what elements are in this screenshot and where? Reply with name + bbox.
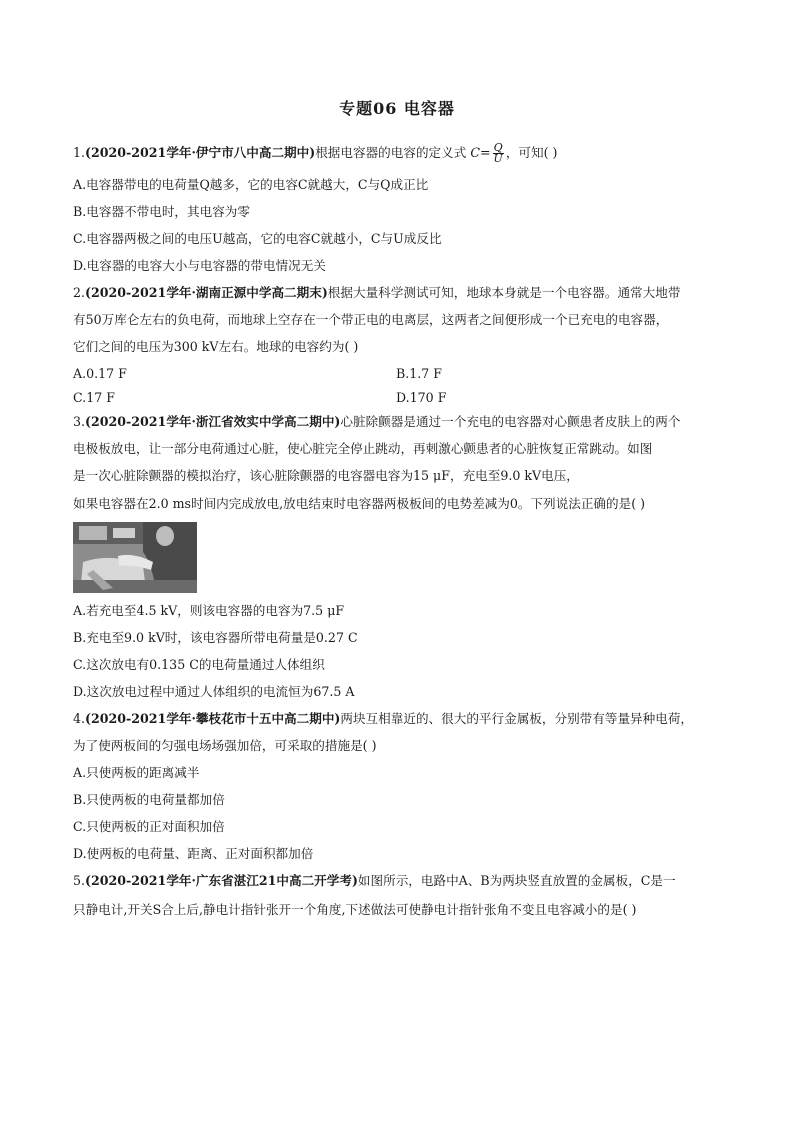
- q3-source: (2020-2021学年·浙江省效实中学高二期中): [85, 414, 341, 429]
- q1-number: 1.: [73, 145, 86, 160]
- q3-option-a: A.若充电至4.5 kV，则该电容器的电容为7.5 μF: [73, 603, 345, 618]
- q4-line1-text: 两块互相靠近的、很大的平行金属板，分别带有等量异种电荷，: [340, 711, 694, 726]
- q1-formula-eq: =: [479, 145, 491, 160]
- q2-stem-line1: [73, 285, 680, 301]
- page-title: 专题06 电容器: [339, 99, 455, 118]
- q5-number: 5.: [73, 873, 86, 888]
- q2-stem-line2: 有50万库仑左右的负电荷，而地球上空存在一个带正电的电离层，这两者之间便形成一个已充电的电容器，: [73, 312, 669, 327]
- q3-option-d: D.这次放电过程中通过人体组织的电流恒为67.5 A: [73, 684, 355, 699]
- q2-source: (2020-2021学年·湖南正源中学高二期末): [85, 285, 328, 300]
- q1-stem-tail: ，可知( ): [505, 145, 558, 160]
- q5-line1-text: 如图所示，电路中A、B为两块竖直放置的金属板，C是一: [357, 873, 676, 888]
- q4-option-a: A.只使两板的距离减半: [73, 765, 200, 780]
- q1-option-b: B.电容器不带电时，其电容为零: [73, 204, 250, 219]
- q3-number: 3.: [73, 414, 86, 429]
- defibrillator-photo: [73, 522, 197, 593]
- q1-stem-text: 根据电容器的电容的定义式: [315, 145, 467, 160]
- q2-number: 2.: [73, 285, 86, 300]
- q4-number: 4.: [73, 711, 86, 726]
- q2-stem-line3: 它们之间的电压为300 kV左右。地球的电容约为( ): [73, 339, 359, 354]
- q1-formula-lhs: C: [470, 145, 480, 160]
- q1-stem: [73, 143, 557, 164]
- q5-stem-line1: [73, 873, 676, 889]
- q3-option-b: B.充电至9.0 kV时，该电容器所带电荷量是0.27 C: [73, 630, 358, 645]
- q3-stem-line2: 电极板放电，让一部分电荷通过心脏，使心脏完全停止跳动，再刺激心颤患者的心脏恢复正常跳动。如图: [73, 441, 653, 456]
- q4-option-b: B.只使两板的电荷量都加倍: [73, 792, 225, 807]
- q3-stem-line3: 是一次心脏除颤器的模拟治疗，该心脏除颤器的电容器电容为15 μF，充电至9.0 kV电压，: [73, 468, 579, 483]
- q3-line1-text: 心脏除颤器是通过一个充电的电容器对心颤患者皮肤上的两个: [340, 414, 681, 429]
- q1-formula-fraction: [493, 143, 504, 164]
- q1-option-a: A.电容器带电的电荷量Q越多，它的电容C就越大，C与Q成正比: [73, 177, 429, 192]
- q2-option-a: A.0.17 F: [73, 366, 127, 381]
- q5-stem-line2: 只静电计,开关S合上后,静电计指针张开一个角度,下述做法可使静电计指针张角不变且电容减小的是( ): [73, 902, 637, 917]
- q4-stem-line2: 为了使两板间的匀强电场场强加倍，可采取的措施是( ): [73, 738, 377, 753]
- q3-stem-line1: [73, 414, 680, 430]
- q1-formula-denominator: U: [493, 152, 503, 165]
- q4-option-d: D.使两板的电荷量、距离、正对面积都加倍: [73, 846, 314, 861]
- q4-source: (2020-2021学年·攀枝花市十五中高二期中): [85, 711, 341, 726]
- q4-option-c: C.只使两板的正对面积加倍: [73, 819, 225, 834]
- q5-source: (2020-2021学年·广东省湛江21中高二开学考): [85, 873, 358, 888]
- q1-source: (2020-2021学年·伊宁市八中高二期中): [85, 145, 316, 160]
- q3-stem-line4: 如果电容器在2.0 ms时间内完成放电,放电结束时电容器两极板间的电势差减为0。下列说法正确的是( ): [73, 496, 646, 511]
- q1-formula-numerator: Q: [493, 141, 503, 154]
- defibrillator-photo-illustration: [73, 522, 197, 593]
- q2-option-b: B.1.7 F: [396, 366, 443, 381]
- q1-option-d: D.电容器的电容大小与电容器的带电情况无关: [73, 258, 326, 273]
- q4-stem-line1: [73, 711, 693, 727]
- q1-option-c: C.电容器两极之间的电压U越高，它的电容C就越小，C与U成反比: [73, 231, 442, 246]
- q2-option-d: D.170 F: [396, 390, 447, 405]
- q3-option-c: C.这次放电有0.135 C的电荷量通过人体组织: [73, 657, 325, 672]
- q2-option-c: C.17 F: [73, 390, 115, 405]
- q2-line1-text: 根据大量科学测试可知，地球本身就是一个电容器。通常大地带: [327, 285, 681, 300]
